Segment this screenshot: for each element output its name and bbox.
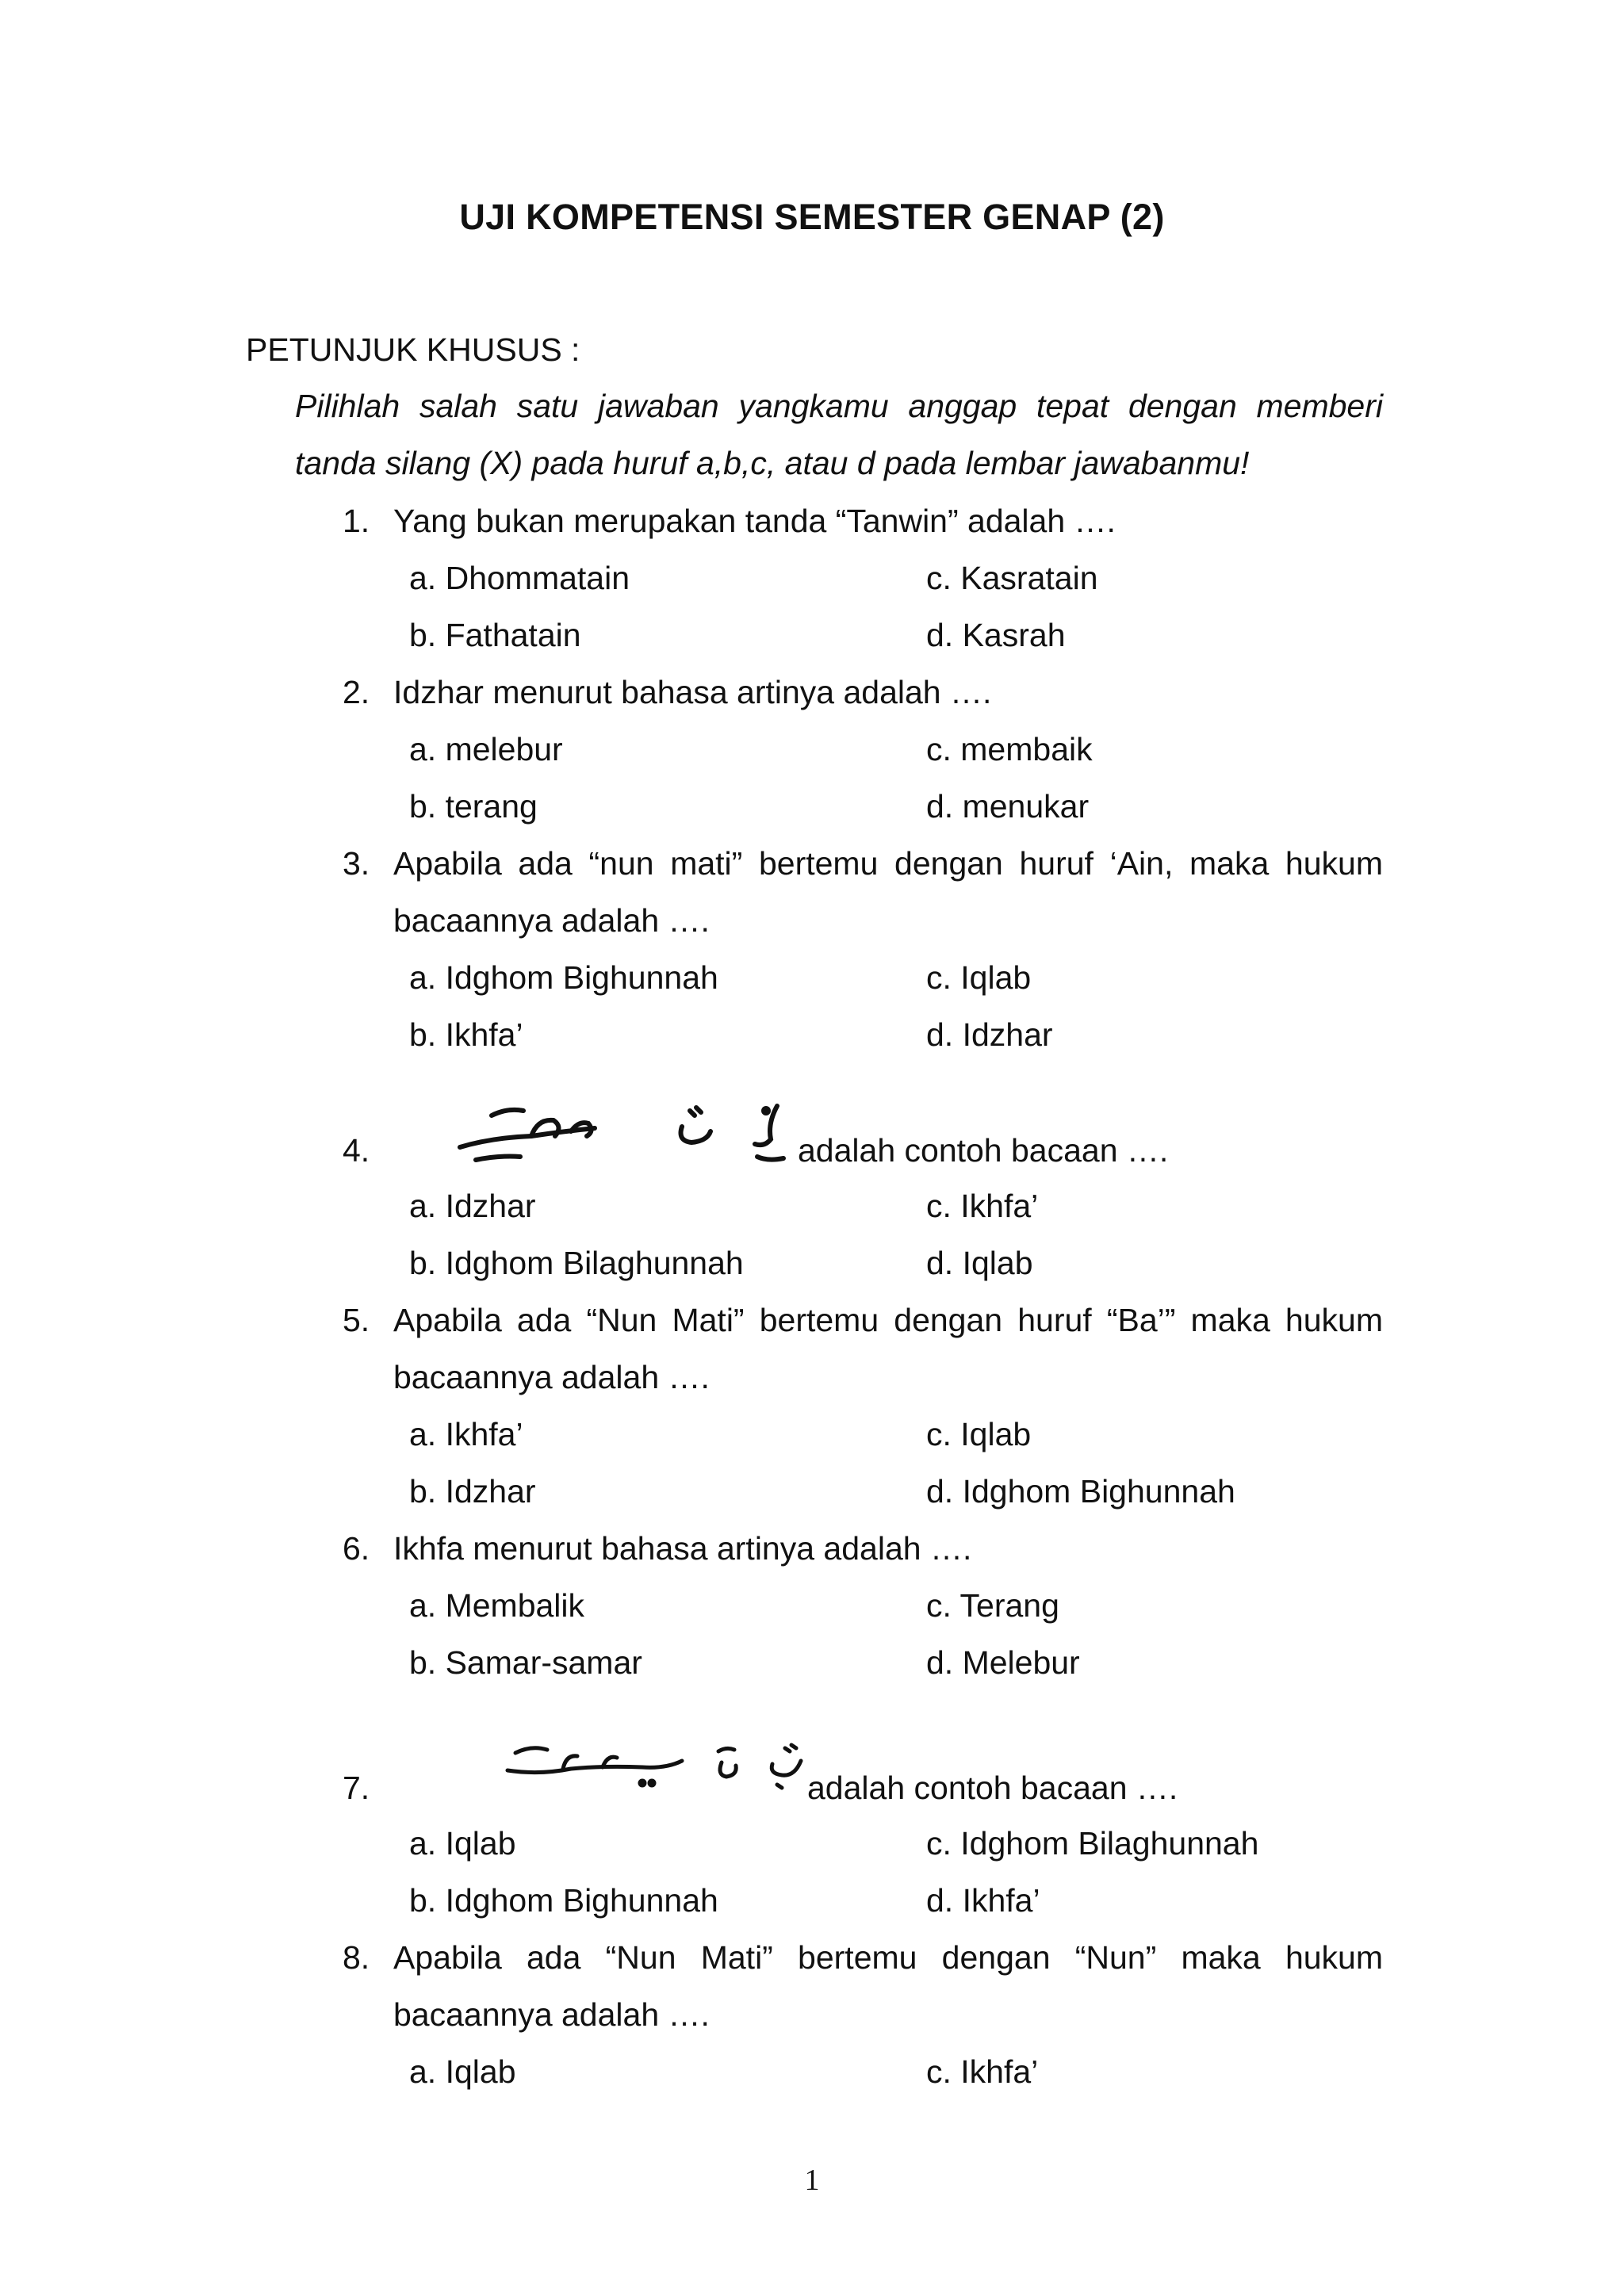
question-number: 5. (343, 1302, 370, 1338)
arabic-calligraphy-image (444, 1092, 793, 1171)
option-b: b. Ikhfa’ (409, 1016, 523, 1053)
option-c: c. Ikhfa’ (926, 2053, 1039, 2090)
question-2 (0, 664, 1624, 835)
question-8 (0, 1929, 1624, 2100)
question-text-line-1: Apabila ada “Nun Mati” bertemu dengan huruf “Ba’” maka hukum (393, 1302, 1383, 1338)
question-text-line-1: Apabila ada “nun mati” bertemu dengan huruf ‘Ain, maka hukum (393, 845, 1383, 882)
option-d: d. menukar (926, 788, 1090, 825)
question-1 (0, 492, 1624, 664)
option-a: a. Idzhar (409, 1188, 536, 1224)
option-a: a. Membalik (409, 1587, 585, 1624)
option-b: b. Idghom Bighunnah (409, 1882, 718, 1919)
question-7 (0, 1691, 1624, 1929)
option-d: d. Idzhar (926, 1016, 1053, 1053)
option-a: a. melebur (409, 731, 563, 767)
question-text: adalah contoh bacaan …. (807, 1770, 1178, 1806)
question-text-line-2: bacaannya adalah …. (393, 1359, 710, 1395)
question-4 (0, 1063, 1624, 1292)
question-number: 6. (343, 1530, 370, 1567)
instructions-text: Pilihlah salah satu jawaban yangkamu anggap tepat dengan memberi tanda silang (X) pada huruf a,b,c, atau d pada lembar jawabanmu! (295, 388, 1383, 481)
question-text-line-2: bacaannya adalah …. (393, 902, 710, 939)
option-b: b. Idzhar (409, 1473, 536, 1510)
option-b: b. Fathatain (409, 617, 581, 653)
question-text-line-1: Apabila ada “Nun Mati” bertemu dengan “Nun” maka hukum (393, 1939, 1383, 1976)
option-d: d. Ikhfa’ (926, 1882, 1040, 1919)
option-d: d. Iqlab (926, 1245, 1033, 1281)
option-c: c. Iqlab (926, 959, 1032, 996)
option-d: d. Idghom Bighunnah (926, 1473, 1235, 1510)
question-text: Ikhfa menurut bahasa artinya adalah …. (393, 1530, 972, 1567)
option-c: c. Idghom Bilaghunnah (926, 1825, 1259, 1862)
question-text: Yang bukan merupakan tanda “Tanwin” adalah …. (393, 503, 1116, 539)
question-number: 1. (343, 503, 370, 539)
option-a: a. Iqlab (409, 2053, 516, 2090)
instructions-heading: PETUNJUK KHUSUS : (246, 331, 580, 368)
arabic-calligraphy-image (484, 1729, 809, 1808)
option-c: c. membaik (926, 731, 1093, 767)
option-d: d. Melebur (926, 1644, 1080, 1681)
question-text: Idzhar menurut bahasa artinya adalah …. (393, 674, 992, 710)
page-title: UJI KOMPETENSI SEMESTER GENAP (2) (459, 197, 1165, 237)
option-b: b. terang (409, 788, 538, 825)
option-b: b. Idghom Bilaghunnah (409, 1245, 744, 1281)
option-c: c. Terang (926, 1587, 1059, 1624)
question-3 (0, 835, 1624, 1063)
option-a: a. Dhommatain (409, 560, 630, 596)
option-a: a. Idghom Bighunnah (409, 959, 718, 996)
question-6 (0, 1520, 1624, 1691)
option-c: c. Ikhfa’ (926, 1188, 1039, 1224)
question-list (0, 492, 1624, 2100)
option-a: a. Iqlab (409, 1825, 516, 1862)
question-number: 4. (343, 1132, 370, 1169)
option-c: c. Kasratain (926, 560, 1098, 596)
question-number: 7. (343, 1770, 370, 1806)
question-text-line-2: bacaannya adalah …. (393, 1996, 710, 2033)
option-a: a. Ikhfa’ (409, 1416, 523, 1452)
option-c: c. Iqlab (926, 1416, 1032, 1452)
question-number: 8. (343, 1939, 370, 1976)
option-d: d. Kasrah (926, 617, 1066, 653)
question-number: 2. (343, 674, 370, 710)
page-number: 1 (804, 2164, 820, 2197)
question-number: 3. (343, 845, 370, 882)
option-b: b. Samar-samar (409, 1644, 642, 1681)
question-5 (0, 1292, 1624, 1520)
question-text: adalah contoh bacaan …. (798, 1132, 1169, 1169)
